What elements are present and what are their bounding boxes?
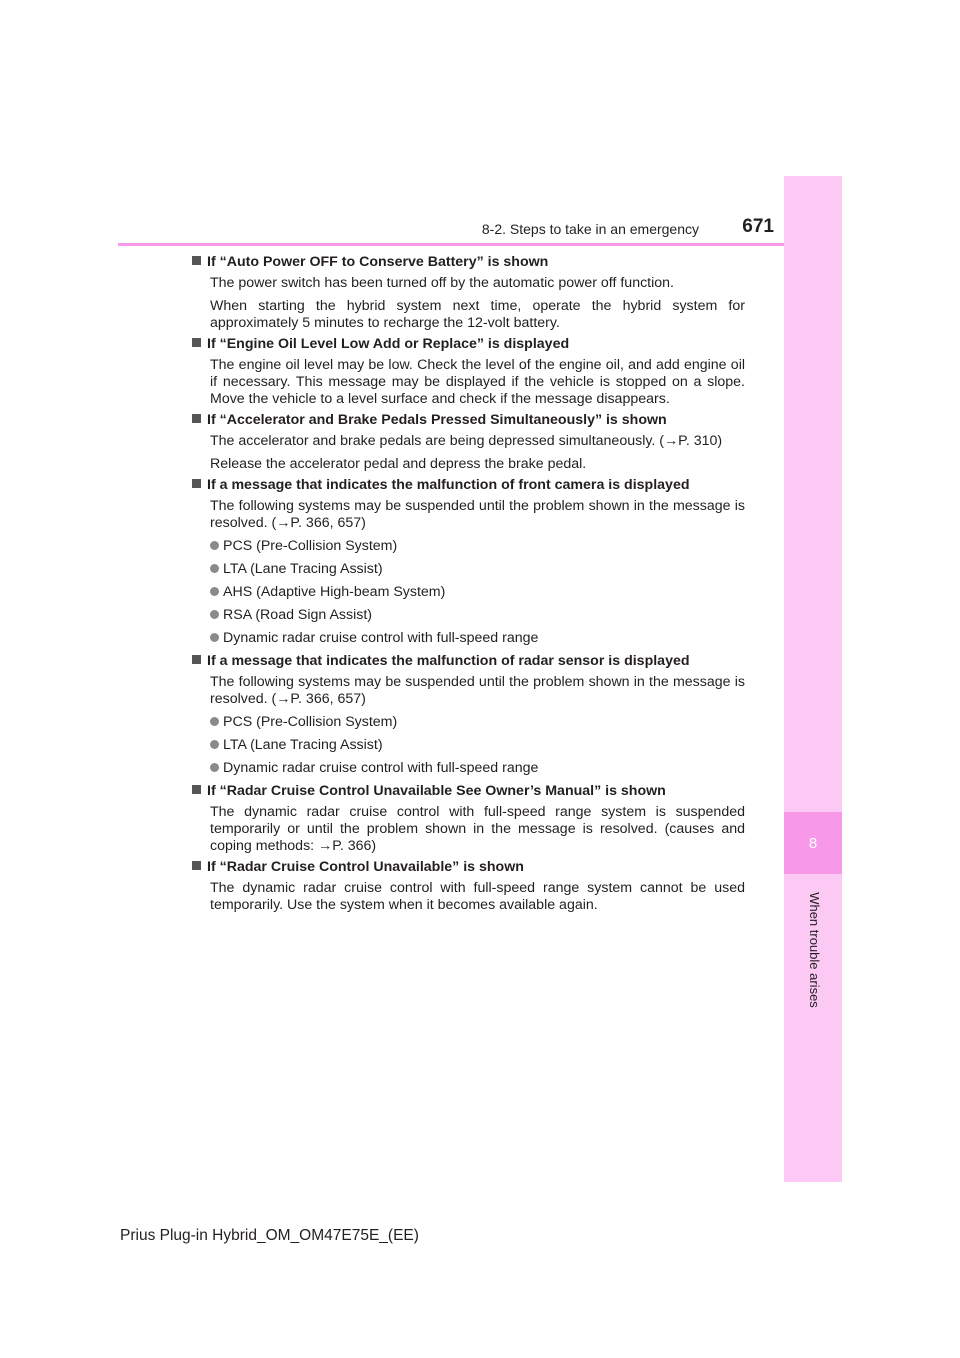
round-bullet-icon xyxy=(210,763,219,772)
section-heading: If “Accelerator and Brake Pedals Pressed Simultaneously” is shown xyxy=(192,412,745,429)
list-item: RSA (Road Sign Assist) xyxy=(210,607,745,624)
square-bullet-icon xyxy=(192,414,201,423)
section-pedals xyxy=(207,412,745,473)
section-heading: If a message that indicates the malfunction of radar sensor is displayed xyxy=(192,653,745,670)
chapter-side-tab xyxy=(784,176,842,1182)
page-number: 671 xyxy=(742,216,774,237)
list-item: PCS (Pre-Collision System) xyxy=(210,538,745,555)
round-bullet-icon xyxy=(210,717,219,726)
square-bullet-icon xyxy=(192,256,201,265)
chapter-number-tab: 8 xyxy=(784,812,842,874)
section-auto-power-off xyxy=(207,254,745,332)
paragraph: The accelerator and brake pedals are being depressed simultaneously. (→P. 310) xyxy=(210,433,723,449)
paragraph: The engine oil level may be low. Check the level of the engine oil, and add engine oil if necessary. This message may be displayed if the vehicle is stopped on a slope. Move the vehicle to a level surface and check if the message disappears. xyxy=(210,357,745,407)
list-item: LTA (Lane Tracing Assist) xyxy=(210,737,745,754)
square-bullet-icon xyxy=(192,655,201,664)
section-heading: If “Radar Cruise Control Unavailable See Owner’s Manual” is shown xyxy=(192,783,745,800)
header-rule xyxy=(118,243,784,246)
square-bullet-icon xyxy=(192,861,201,870)
main-content xyxy=(207,254,745,918)
paragraph: When starting the hybrid system next time, operate the hybrid system for approximately 5 minutes to recharge the 12-volt battery. xyxy=(210,298,745,331)
section-radar-cruise-see-manual xyxy=(207,783,745,855)
square-bullet-icon xyxy=(192,479,201,488)
list-item: LTA (Lane Tracing Assist) xyxy=(210,561,745,578)
section-heading: If a message that indicates the malfunction of front camera is displayed xyxy=(192,477,745,494)
paragraph: The following systems may be suspended until the problem shown in the message is resolved. (→P. 366, 657) xyxy=(210,674,745,707)
section-engine-oil xyxy=(207,336,745,408)
header-section-title: 8-2. Steps to take in an emergency xyxy=(481,221,699,237)
round-bullet-icon xyxy=(210,633,219,642)
paragraph: The following systems may be suspended until the problem shown in the message is resolved. (→P. 366, 657) xyxy=(210,498,745,531)
round-bullet-icon xyxy=(210,610,219,619)
section-front-camera xyxy=(207,477,745,647)
round-bullet-icon xyxy=(210,740,219,749)
document-id-footer: Prius Plug-in Hybrid_OM_OM47E75E_(EE) xyxy=(120,1227,419,1244)
list-item: AHS (Adaptive High-beam System) xyxy=(210,584,745,601)
round-bullet-icon xyxy=(210,587,219,596)
list-item: PCS (Pre-Collision System) xyxy=(210,714,745,731)
section-radar-sensor xyxy=(207,653,745,777)
section-heading: If “Radar Cruise Control Unavailable” is shown xyxy=(192,859,745,876)
list-item: Dynamic radar cruise control with full-speed range xyxy=(210,760,745,777)
section-heading: If “Auto Power OFF to Conserve Battery” is shown xyxy=(192,254,745,271)
square-bullet-icon xyxy=(192,785,201,794)
paragraph: The dynamic radar cruise control with full-speed range system is suspended temporarily or until the problem shown in the message is resolved. (causes and coping methods: →P. 366) xyxy=(210,804,745,854)
paragraph: Release the accelerator pedal and depress the brake pedal. xyxy=(210,456,587,472)
paragraph: The power switch has been turned off by the automatic power off function. xyxy=(210,275,674,291)
paragraph: The dynamic radar cruise control with full-speed range system cannot be used temporarily. Use the system when it becomes available again. xyxy=(210,880,745,913)
chapter-label: When trouble arises xyxy=(807,892,822,1008)
section-radar-cruise-unavailable xyxy=(207,859,745,914)
list-item: Dynamic radar cruise control with full-speed range xyxy=(210,630,745,647)
round-bullet-icon xyxy=(210,541,219,550)
round-bullet-icon xyxy=(210,564,219,573)
square-bullet-icon xyxy=(192,338,201,347)
section-heading: If “Engine Oil Level Low Add or Replace” is displayed xyxy=(192,336,745,353)
